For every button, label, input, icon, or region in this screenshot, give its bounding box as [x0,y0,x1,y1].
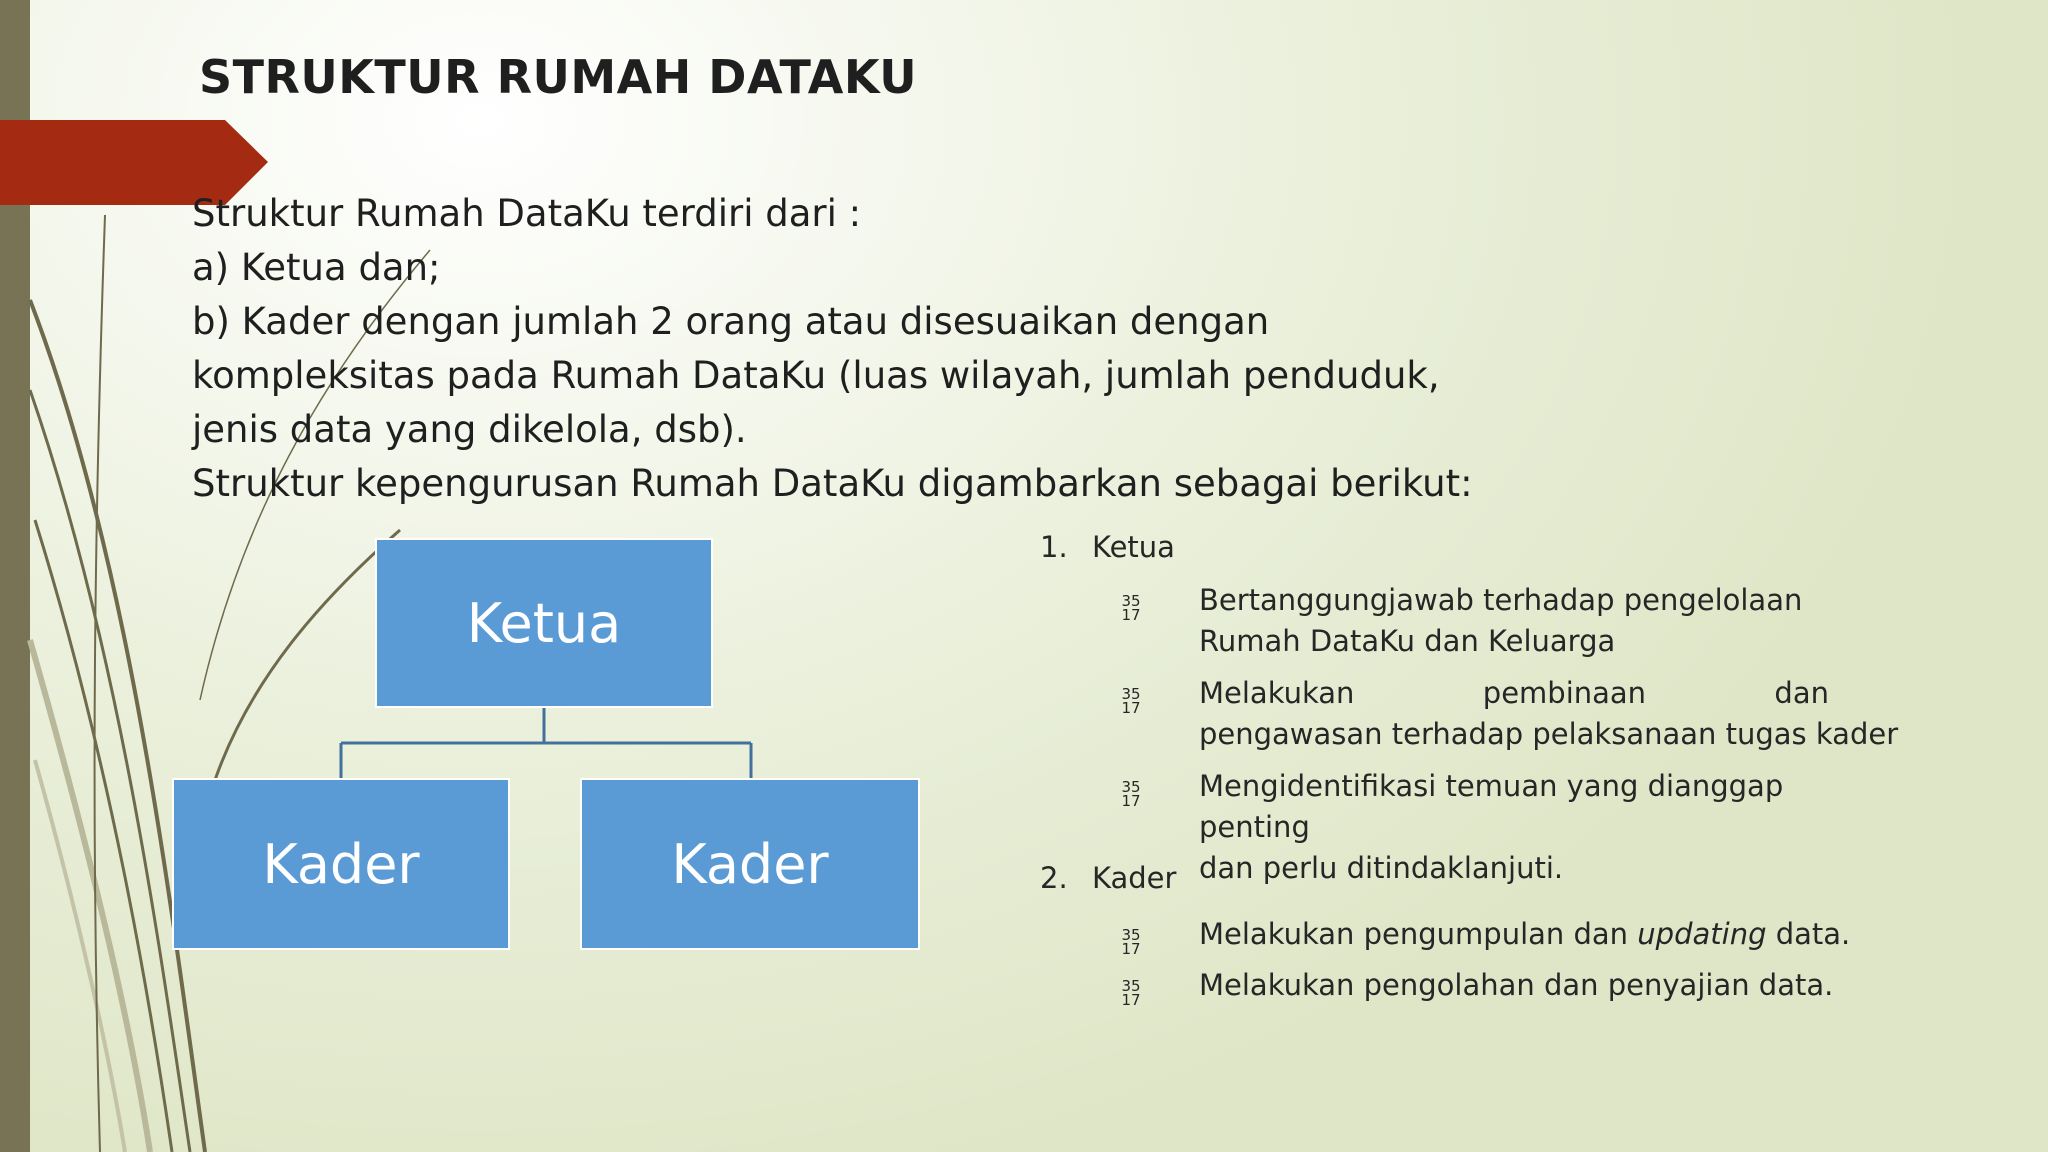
duty-text: pengawasan terhadap pelaksanaan tugas kader [1199,717,1899,751]
bullet-icon: 35 17 [1121,685,1141,717]
role-number: 1. [1040,530,1068,564]
role-item-ketua [1040,530,1175,564]
intro-line: Struktur kepengurusan Rumah DataKu digambarkan sebagai berikut: [192,462,1473,505]
duty-text: pembinaan [1482,676,1647,710]
duty-text: Melakukan pengumpulan dan updating data. [1199,917,1851,951]
bullet-icon: 35 17 [1121,926,1141,958]
role-label: Ketua [1092,530,1175,564]
duty-text: dan [1774,676,1829,710]
org-box-kader: Kader [580,778,920,950]
duty-text: Mengidentifikasi temuan yang dianggap penting [1199,769,1784,844]
intro-line: a) Ketua dan; [192,246,441,289]
intro-line: b) Kader dengan jumlah 2 orang atau disesuaikan dengan [192,300,1270,343]
bullet-icon: 35 17 [1121,592,1141,624]
org-box-ketua: Ketua [375,538,713,708]
role-item-kader [1040,861,1176,895]
duty-text: Rumah DataKu dan Keluarga [1199,624,1616,658]
role-number: 2. [1040,861,1068,895]
intro-line: jenis data yang dikelola, dsb). [192,408,747,451]
duty-text: Bertanggungjawab terhadap pengelolaan [1199,583,1803,617]
bullet-icon: 35 17 [1121,977,1141,1009]
slide-title: STRUKTUR RUMAH DATAKU [199,50,918,104]
org-box-kader: Kader [172,778,510,950]
bullet-icon: 35 17 [1121,778,1141,810]
role-label: Kader [1092,861,1177,895]
duty-text: Melakukan [1199,676,1355,710]
duty-text: Melakukan pengolahan dan penyajian data. [1199,968,1834,1002]
intro-line: kompleksitas pada Rumah DataKu (luas wilayah, jumlah penduduk, [192,354,1440,397]
intro-line: Struktur Rumah DataKu terdiri dari : [192,192,862,235]
duty-text: dan perlu ditindaklanjuti. [1199,851,1564,885]
